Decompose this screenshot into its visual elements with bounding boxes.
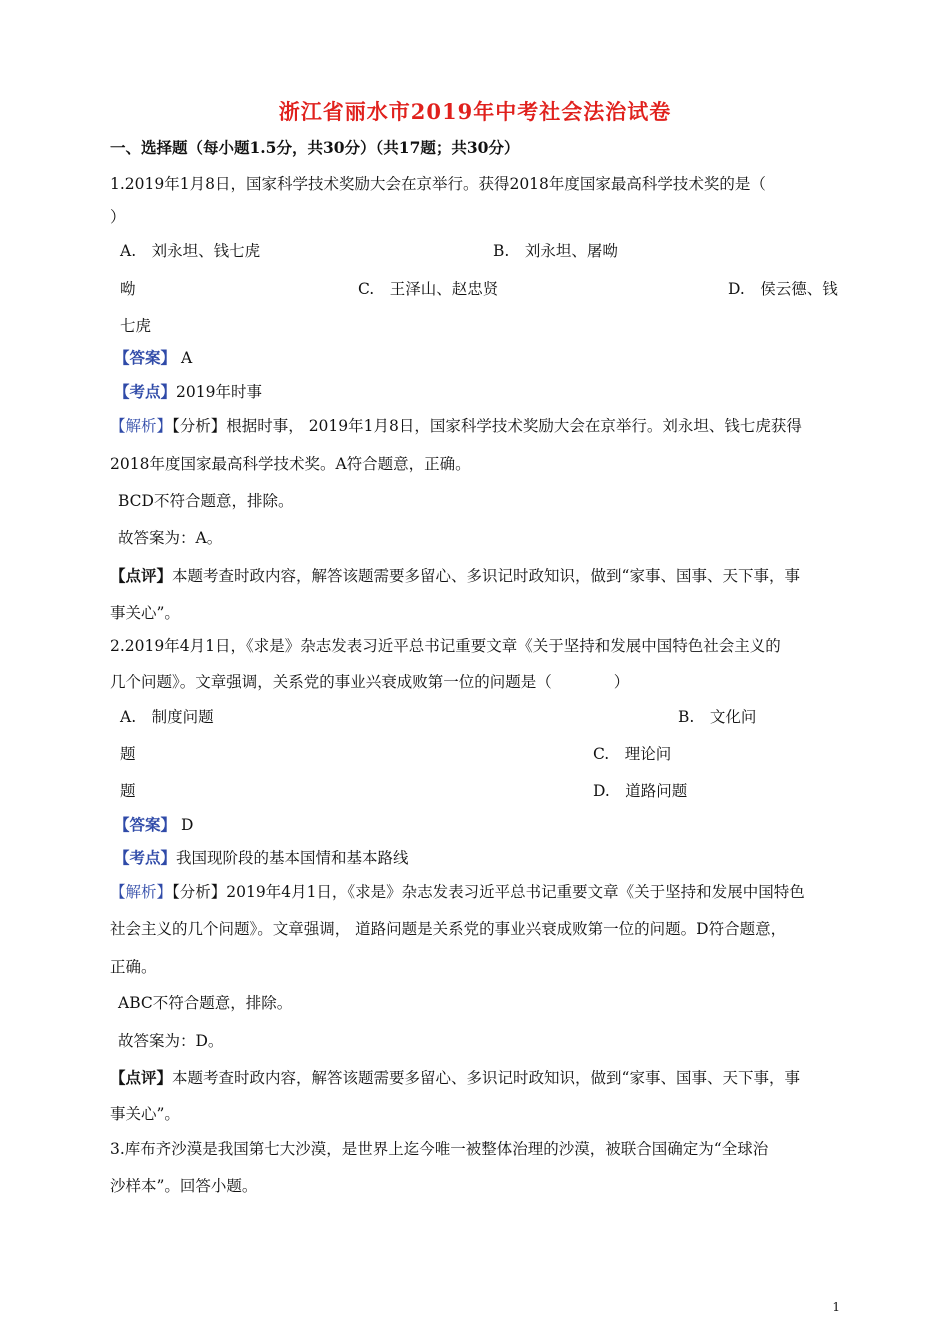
q2-comment-line-2: 事关心”。 — [110, 1105, 180, 1123]
q2-stem-line-2: 几个问题》。文章强调，关系党的事业兴衰成败第一位的问题是（ ） — [110, 673, 630, 691]
q1-stem-line-1: 1.2019年1月8日，国家科学技术奖励大会在京举行。获得2018年度国家最高科学技术奖的是（ — [110, 175, 766, 193]
q1-option-d-cont: 七虎 — [120, 317, 152, 335]
answer-tag: 【答案】 — [114, 815, 177, 834]
q1-option-d: D. 侯云德、钱 — [728, 280, 838, 298]
q1-analysis-line-2: 2018年度国家最高科学技术奖。A符合题意，正确。 — [110, 455, 471, 473]
q2-analysis-line-1 — [110, 882, 805, 902]
q1-option-b-cont: 呦 — [120, 280, 136, 298]
q1-analysis-line-4: 故答案为：A。 — [118, 529, 223, 547]
q2-analysis-text-1: 【分析】2019年4月1日，《求是》杂志发表习近平总书记重要文章《关于坚持和发展中国特色 — [172, 883, 805, 901]
q1-option-c: C. 王泽山、赵忠贤 — [358, 280, 499, 298]
q1-answer — [114, 348, 192, 368]
q2-option-a: A. 制度问题 — [120, 708, 214, 726]
answer-tag: 【答案】 — [114, 348, 177, 367]
q1-comment-line-1 — [110, 566, 800, 586]
q2-analysis-line-5: 故答案为：D。 — [118, 1032, 224, 1050]
q2-option-c-cont: 题 — [120, 782, 136, 800]
section-heading: 一、选择题（每小题1.5分，共30分）（共17题；共30分） — [110, 138, 520, 157]
q1-option-a: A. 刘永坦、钱七虎 — [120, 242, 261, 260]
q2-answer — [114, 815, 193, 835]
point-tag: 【考点】 — [114, 848, 177, 867]
q2-answer-value: D — [176, 816, 194, 834]
q1-analysis-text-1: 【分析】根据时事， 2019年1月8日，国家科学技术奖励大会在京举行。刘永坦、钱七虎获得 — [172, 417, 802, 435]
q2-option-b-cont: 题 — [120, 745, 136, 763]
q2-point-value: 我国现阶段的基本国情和基本路线 — [176, 849, 409, 867]
q2-stem-line-1: 2.2019年4月1日，《求是》杂志发表习近平总书记重要文章《关于坚持和发展中国特色社会主义的 — [110, 637, 781, 655]
exam-title: 浙江省丽水市2019年中考社会法治试卷 — [278, 99, 672, 124]
page-number: 1 — [832, 1300, 840, 1314]
q2-comment-text-1: 本题考查时政内容，解答该题需要多留心、多识记时政知识，做到“家事、国事、天下事，事 — [172, 1069, 800, 1087]
comment-tag: 【点评】 — [110, 1068, 173, 1087]
q1-answer-value: A — [176, 349, 193, 367]
q3-stem-line-2: 沙样本”。回答小题。 — [110, 1177, 258, 1195]
q1-analysis-line-1 — [110, 416, 802, 436]
q2-analysis-line-4: ABC不符合题意，排除。 — [118, 994, 293, 1012]
q2-comment-line-1 — [110, 1068, 800, 1088]
point-tag: 【考点】 — [114, 382, 177, 401]
analysis-tag: 【解析】 — [110, 417, 173, 435]
analysis-tag: 【解析】 — [110, 883, 173, 901]
q2-option-c: C. 理论问 — [593, 745, 672, 763]
q1-comment-line-2: 事关心”。 — [110, 604, 180, 622]
q1-option-b: B. 刘永坦、屠呦 — [493, 242, 618, 260]
q1-analysis-line-3: BCD不符合题意，排除。 — [118, 492, 294, 510]
q3-stem-line-1: 3.库布齐沙漠是我国第七大沙漠，是世界上迄今唯一被整体治理的沙漠，被联合国确定为“全球治 — [110, 1140, 769, 1158]
q2-analysis-line-3: 正确。 — [110, 958, 157, 976]
comment-tag: 【点评】 — [110, 566, 173, 585]
q2-option-d: D. 道路问题 — [593, 782, 688, 800]
q1-comment-text-1: 本题考查时政内容，解答该题需要多留心、多识记时政知识，做到“家事、国事、天下事，事 — [172, 567, 800, 585]
q1-stem-line-2: ） — [110, 208, 126, 226]
q2-analysis-line-2: 社会主义的几个问题》。文章强调， 道路问题是关系党的事业兴衰成败第一位的问题。D符合题意， — [110, 920, 787, 938]
q1-point-value: 2019年时事 — [176, 383, 262, 401]
q1-point — [114, 382, 262, 402]
q2-option-b: B. 文化问 — [678, 708, 757, 726]
q2-point — [114, 848, 409, 868]
